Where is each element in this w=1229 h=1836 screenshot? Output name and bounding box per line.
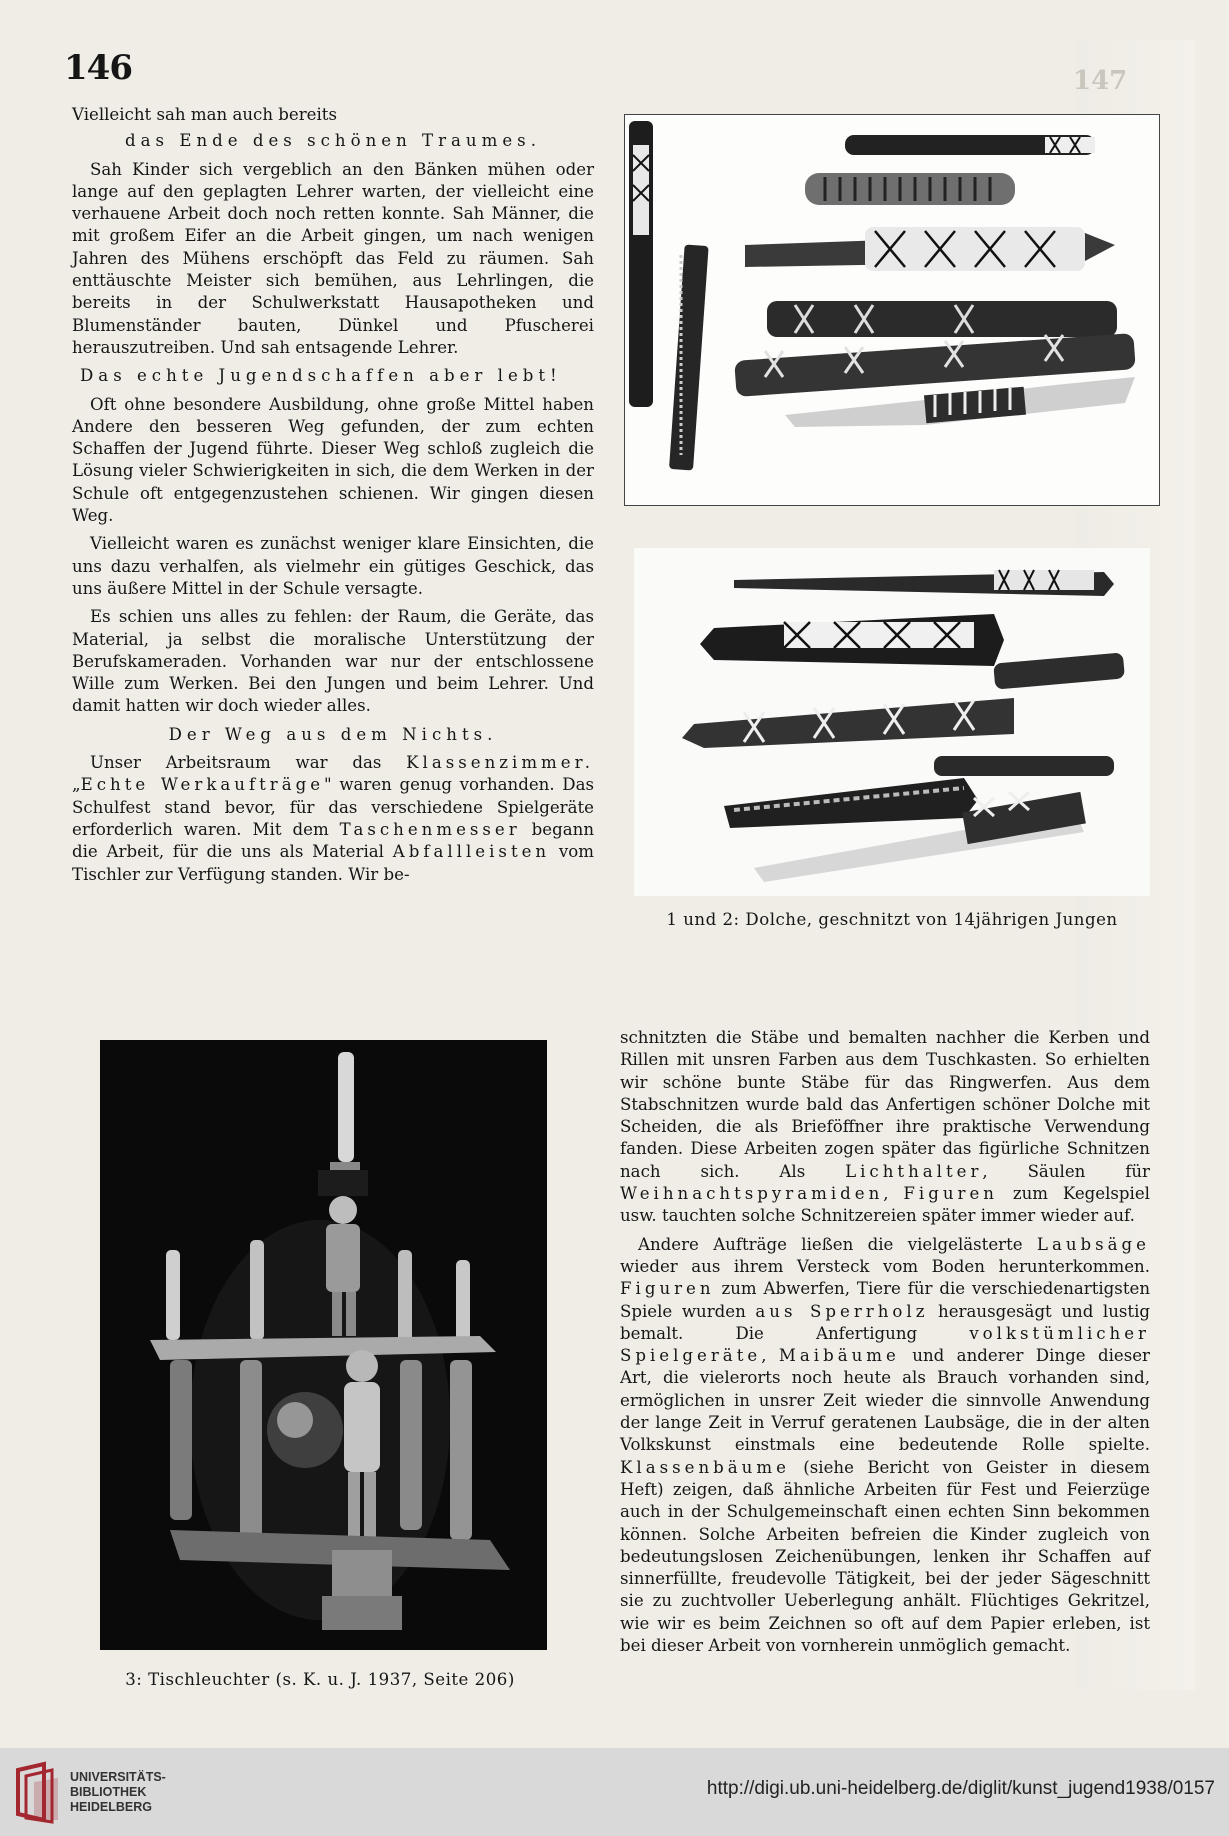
daggers-illustration-1: [625, 115, 1159, 505]
right-text-column: [620, 1027, 1150, 1663]
paragraph: Andere Aufträge ließen die vielgelästerte Laubsäge wieder aus ihrem Versteck vom Boden herunterkommen. Figuren zum Abwerfen, Tiere für die verschiedenartigsten Spiele wurden aus Sperrholz herausgesägt und lustig bemalt. Die Anfertigung volkstümlicher Spielgeräte, Maibäume und anderer Dinge dieser Art, die vielerorts noch heute als Brauch vorhanden sind, ermöglichen in unsrer Zeit wieder die sinnvolle Anwendung der lange Zeit in Verruf geratenen Laubsäge, die in der alten Volkskunst einstmals eine bedeutende Rolle spielte. Klassenbäume (siehe Bericht von Geister in diesem Heft) zeigen, daß ähnliche Arbeiten für Fest und Feierzüge auch in der Schulgemeinschaft einen echten Sinn bekommen können. Solche Arbeiten befreien die Kinder zugleich von bedeutungslosen Zeichenübungen, lenken ihr Schaffen auf sinnerfüllte, freudevolle Tätigkeit, bei der jeder Sägeschnitt sie zu zuchtvoller Ueberlegung anhält. Flüchtiges Gekritzel, wie wir es beim Zeichnen so oft auf dem Papier erleben, ist bei dieser Arbeit von vornherein unmöglich gemacht.: [620, 1234, 1151, 1656]
paragraph: Vielleicht waren es zunächst weniger klare Einsichten, die uns dazu verhalfen, als vielmehr ein gütiges Geschick, das uns äußere Mittel in der Schule versagte.: [72, 534, 594, 598]
section-heading-weg: Der Weg aus dem Nichts.: [168, 724, 498, 744]
caption-figures-1-2: 1 und 2: Dolche, geschnitzt von 14jährigen Jungen: [666, 910, 1118, 929]
paragraph: Sah Kinder sich vergeblich an den Bänken mühen oder lange auf den geplagten Lehrer warten, der vielleicht eine verhauene Arbeit doch noch retten konnte. Sah Männer, die mit großem Eifer an die Arbeit gingen, um nach wenigen Jahren des Mühens erschöpft das Feld zu räumen. Sah enttäuschte Meister sich bemühen, aus Lehrlingen, die bereits in der Schulwerkstatt Hausapotheken und Blumenständer bauten, Dünkel und Pfuscherei herauszutreiben. Und sah entsagende Lehrer.: [72, 159, 594, 357]
page-number: 146: [64, 48, 132, 88]
paragraph: Es schien uns alles zu fehlen: der Raum, die Geräte, das Material, ja selbst die moralische Unterstützung der Berufskameraden. Vorhanden war nur der entschlossene Wille zum Werken. Bei den Jungen und beim Lehrer. Und damit hatten wir doch wieder alles.: [72, 607, 594, 716]
emphasis: Taschenmesser: [339, 819, 521, 839]
emphasis: Lichthalter: [845, 1161, 983, 1181]
photo-daggers-1: [624, 114, 1160, 506]
emphasis: Klassenbäume: [620, 1457, 790, 1477]
emphasis: Klassenzimmer.: [406, 753, 594, 773]
emphasis: Figuren: [903, 1184, 998, 1204]
library-name: UNIVERSITÄTS- BIBLIOTHEK HEIDELBERG: [70, 1770, 166, 1814]
paragraph: schnitzten die Stäbe und bemalten nachher die Kerben und Rillen mit unsren Farben aus dem Tuschkasten. So erhielten wir schöne bunte Stäbe für das Ringwerfen. Aus dem Stabschnitzen wurde bald das Anfertigen schöner Dolche mit Scheiden, die als Brieföffner ihre praktische Verwendung fanden. Diese Arbeiten zogen später das figürliche Schnitzen nach sich. Als Lichthalter, Säulen für Weihnachtspyramiden, Figuren zum Kegelspiel usw. tauchten solche Schnitzereien später immer wieder auf.: [620, 1028, 1150, 1226]
caption-figure-3: 3: Tischleuchter (s. K. u. J. 1937, Seite 206): [125, 1670, 515, 1689]
lead-line: Vielleicht sah man auch bereits: [72, 105, 337, 124]
photo-candle-holder: [100, 1040, 547, 1650]
emphasis: Abfallleisten: [392, 842, 551, 862]
library-logo-icon[interactable]: [14, 1760, 60, 1824]
facing-page-number: 147: [1073, 66, 1128, 96]
daggers-illustration-2: [634, 548, 1150, 896]
emphasis: Echte Werkaufträge: [80, 775, 325, 795]
emphasis: Weihnachtspyramiden: [620, 1184, 884, 1204]
left-text-column: [72, 104, 594, 892]
photo-daggers-2: [634, 548, 1150, 896]
library-footer: [0, 1748, 1229, 1836]
paragraph: Unser Arbeitsraum war das Klassenzimmer. „Echte Werkaufträge" waren genug vorhanden. Das Schulfest stand bevor, für das verschiedene Spielgeräte erforderlich waren. Mit dem Taschenmesser begann die Arbeit, für die uns als Material Abfallleisten vom Tischler zur Verfügung standen. Wir be-: [72, 753, 595, 884]
paragraph: Oft ohne besondere Ausbildung, ohne große Mittel haben Andere den besseren Weg gefunden, der zum echten Schaffen der Jugend führte. Dieser Weg schloß zugleich die Lösung vieler Schwierigkeiten in sich, die dem Werken in der Schule oft entgegenzustehen schienen. Wir gingen diesen Weg.: [72, 394, 594, 526]
emphasis: Laubsäge: [1036, 1234, 1150, 1254]
emphasis: Figuren: [620, 1279, 715, 1299]
emphasis: aus Sperrholz: [755, 1301, 929, 1321]
candle-holder-illustration: [100, 1040, 547, 1650]
section-heading-jugendschaffen: Das echte Jugendschaffen aber lebt!: [80, 366, 562, 386]
source-url-link[interactable]: http://digi.ub.uni-heidelberg.de/diglit/kunst_jugend1938/0157: [706, 1778, 1215, 1799]
section-heading-traumes: das Ende des schönen Traumes.: [125, 131, 541, 151]
emphasis: volkstümlicher Spielgeräte: [620, 1323, 1150, 1366]
emphasis: Maibäume: [778, 1346, 900, 1366]
